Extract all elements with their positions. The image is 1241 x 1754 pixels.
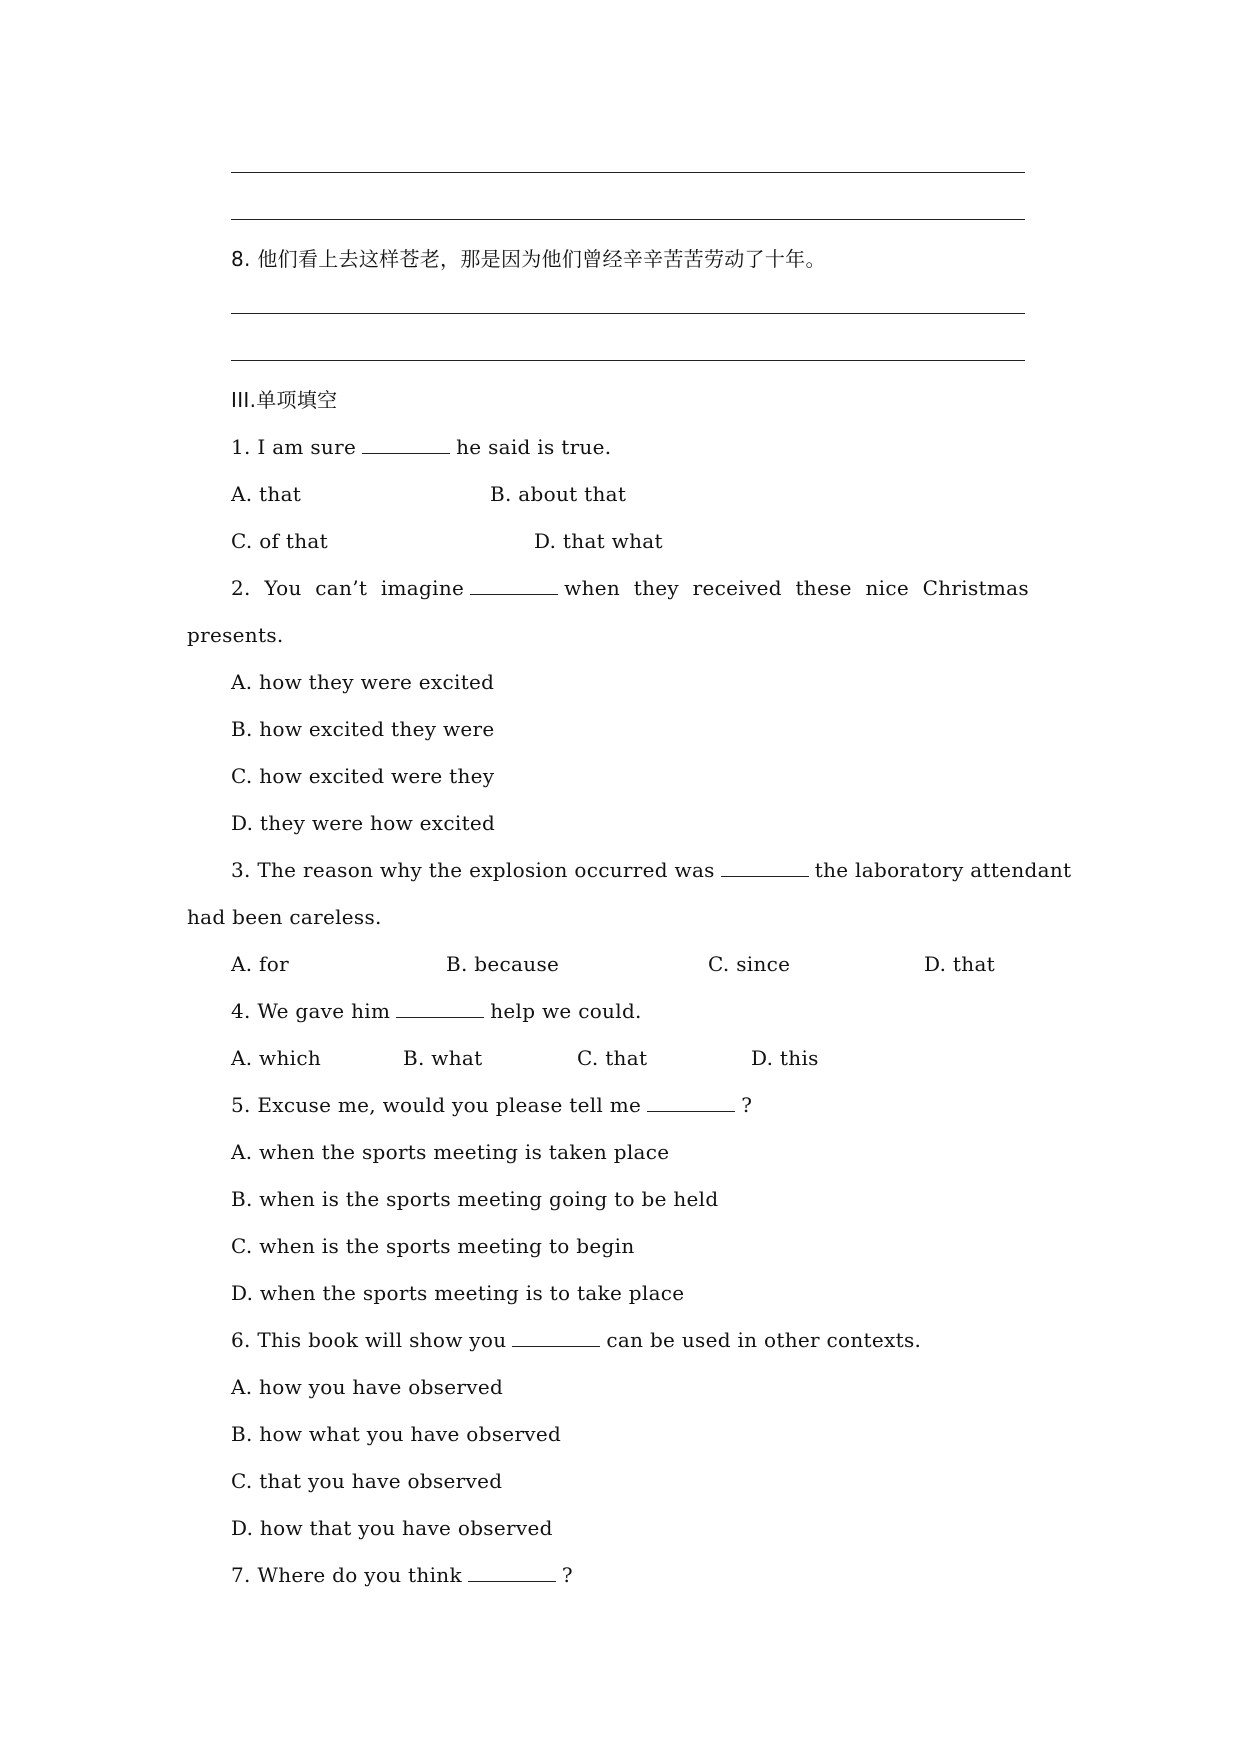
question-7-stem-end: ?: [561, 1563, 573, 1587]
option-b[interactable]: B. what: [403, 1046, 483, 1070]
answer-line[interactable]: [231, 219, 1025, 220]
option-c[interactable]: C. of that: [231, 529, 328, 553]
question-4: [231, 998, 642, 1024]
question-3-continuation: had been careless.: [187, 905, 382, 929]
question-7-stem: 7. Where do you think: [231, 1563, 462, 1587]
answer-blank[interactable]: [468, 1563, 556, 1582]
answer-blank[interactable]: [470, 576, 558, 595]
question-3-stem-end: the laboratory attendant: [814, 858, 1072, 882]
option-d[interactable]: D. that: [924, 952, 996, 976]
option-d[interactable]: D. when the sports meeting is to take place: [231, 1281, 685, 1305]
answer-blank[interactable]: [512, 1328, 600, 1347]
answer-line[interactable]: [231, 313, 1025, 314]
question-2-continuation: presents.: [187, 623, 284, 647]
option-d[interactable]: D. this: [751, 1046, 819, 1070]
option-b[interactable]: B. how excited they were: [231, 717, 495, 741]
answer-blank[interactable]: [396, 999, 484, 1018]
option-d[interactable]: D. how that you have observed: [231, 1516, 553, 1540]
option-a[interactable]: A. for: [231, 952, 289, 976]
answer-blank[interactable]: [647, 1093, 735, 1112]
question-5-stem: 5. Excuse me, would you please tell me: [231, 1093, 642, 1117]
question-2-stem-end: when they received these nice Christmas: [564, 576, 1029, 600]
question-3-stem: 3. The reason why the explosion occurred was: [231, 858, 715, 882]
option-b[interactable]: B. when is the sports meeting going to be held: [231, 1187, 719, 1211]
option-a[interactable]: A. which: [231, 1046, 322, 1070]
question-5: [231, 1092, 752, 1118]
question-4-stem: 4. We gave him: [231, 999, 391, 1023]
option-c[interactable]: C. how excited were they: [231, 764, 495, 788]
question-5-stem-end: ?: [741, 1093, 753, 1117]
option-a[interactable]: A. when the sports meeting is taken place: [231, 1140, 670, 1164]
answer-line[interactable]: [231, 360, 1025, 361]
option-a[interactable]: A. that: [231, 482, 302, 506]
option-b[interactable]: B. how what you have observed: [231, 1422, 562, 1446]
answer-blank[interactable]: [721, 858, 809, 877]
question-6-stem: 6. This book will show you: [231, 1328, 507, 1352]
question-7: [231, 1562, 573, 1588]
option-b[interactable]: B. about that: [490, 482, 627, 506]
answer-line[interactable]: [231, 172, 1025, 173]
question-1-stem-end: he said is true.: [456, 435, 612, 459]
option-c[interactable]: C. that: [577, 1046, 648, 1070]
translation-question-8: 8. 他们看上去这样苍老，那是因为他们曾经辛辛苦苦劳动了十年。: [231, 247, 826, 271]
option-c[interactable]: C. that you have observed: [231, 1469, 503, 1493]
question-3: [231, 857, 1071, 883]
question-6: [231, 1327, 921, 1353]
option-d[interactable]: D. they were how excited: [231, 811, 496, 835]
option-d[interactable]: D. that what: [534, 529, 663, 553]
question-2: [231, 575, 1029, 601]
option-a[interactable]: A. how you have observed: [231, 1375, 504, 1399]
question-6-stem-end: can be used in other contexts.: [606, 1328, 922, 1352]
option-c[interactable]: C. since: [708, 952, 791, 976]
question-4-stem-end: help we could.: [490, 999, 642, 1023]
option-c[interactable]: C. when is the sports meeting to begin: [231, 1234, 635, 1258]
question-1-stem: 1. I am sure: [231, 435, 357, 459]
option-a[interactable]: A. how they were excited: [231, 670, 495, 694]
question-1: [231, 434, 611, 460]
option-b[interactable]: B. because: [446, 952, 560, 976]
section-title: III.单项填空: [231, 388, 338, 412]
question-2-stem: 2. You can’t imagine: [231, 576, 465, 600]
answer-blank[interactable]: [362, 435, 450, 454]
